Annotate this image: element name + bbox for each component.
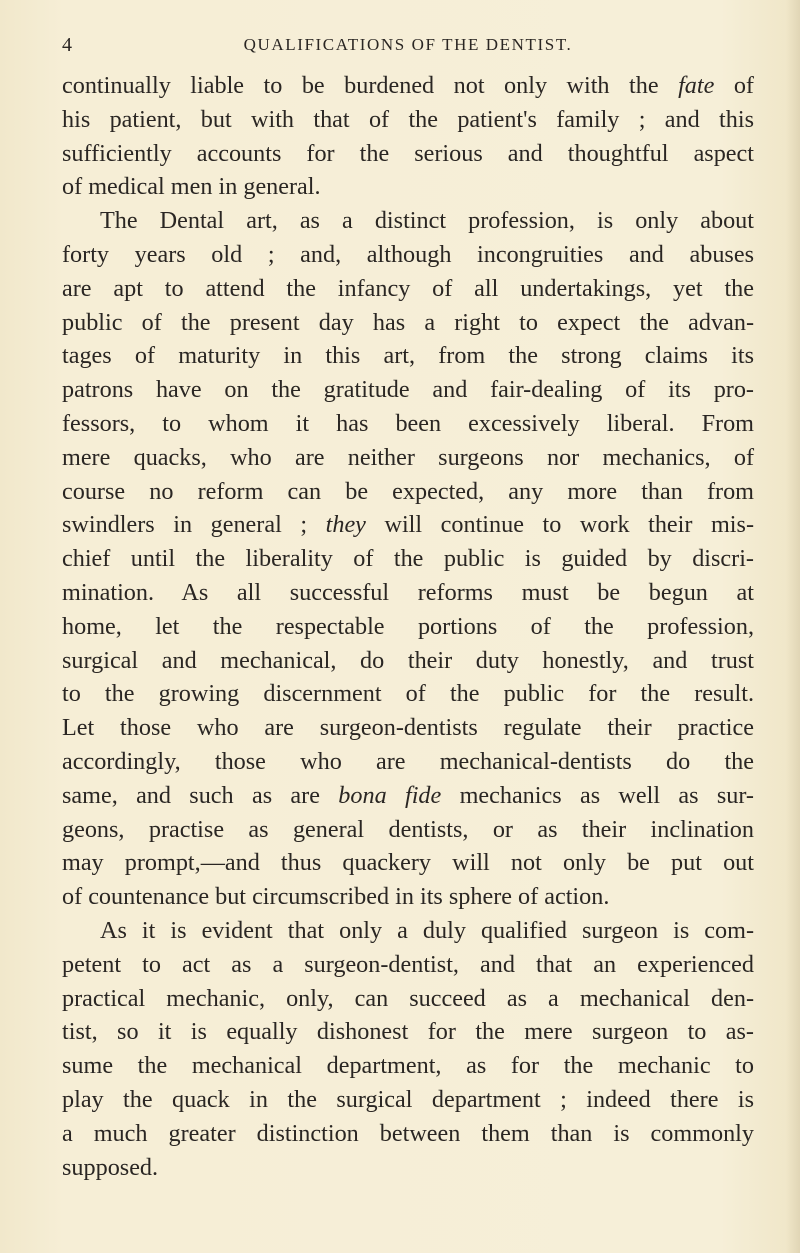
text-segment: of countenance but circumscribed in its sphere of action. — [62, 883, 610, 911]
text-line — [62, 373, 754, 407]
text-line — [62, 407, 754, 441]
text-line — [62, 272, 754, 306]
text-line — [62, 846, 754, 880]
text-segment: Let those who are surgeon-dentists regulate their practice — [62, 714, 754, 742]
text-line — [62, 948, 754, 982]
page-number: 4 — [62, 34, 72, 56]
text-line — [62, 880, 754, 914]
text-segment: surgical and mechanical, do their duty honestly, and trust — [62, 646, 754, 674]
text-line — [62, 1151, 754, 1185]
page-edge-shadow — [786, 0, 800, 1253]
text-segment: accordingly, those who are mechanical-dentists do the — [62, 747, 754, 775]
text-line — [62, 441, 754, 475]
text-segment: sufficiently accounts for the serious and thoughtful aspect — [62, 139, 754, 167]
text-segment: geons, practise as general dentists, or as their inclination — [62, 815, 754, 843]
text-segment: supposed. — [62, 1153, 159, 1181]
text-segment: course no reform can be expected, any more than from — [62, 477, 754, 505]
text-segment: his patient, but with that of the patient's family ; and this — [62, 105, 754, 133]
text-line — [62, 170, 754, 204]
text-line — [62, 475, 754, 509]
text-line — [62, 1117, 754, 1151]
text-segment: practical mechanic, only, can succeed as a mechanical den- — [62, 984, 754, 1012]
text-segment: continually liable to be burdened not only with the — [62, 72, 679, 99]
text-line — [62, 576, 754, 610]
text-line — [62, 137, 754, 171]
italic-word: fate — [678, 72, 715, 99]
text-segment: play the quack in the surgical department ; indeed there is — [62, 1085, 754, 1113]
text-segment: a much greater distinction between them than is commonly — [62, 1119, 754, 1147]
text-line — [62, 677, 754, 711]
text-segment: As it is evident that only a duly qualified surgeon is com- — [100, 916, 754, 944]
italic-word: they — [325, 511, 366, 539]
text-segment: sume the mechanical department, as for the mechanic to — [62, 1052, 754, 1080]
text-line — [62, 644, 754, 678]
text-line — [62, 103, 754, 137]
text-segment: of medical men in general. — [62, 173, 321, 201]
text-segment: mere quacks, who are neither surgeons nor mechanics, of — [62, 443, 754, 471]
text-segment: chief until the liberality of the public is guided by discri- — [62, 545, 754, 573]
running-head: QUALIFICATIONS OF THE DENTIST. — [243, 35, 573, 54]
text-segment: tist, so it is equally dishonest for the mere surgeon to as- — [62, 1018, 754, 1046]
text-line — [62, 711, 754, 745]
text-segment: swindlers in general ; — [62, 511, 326, 539]
text-segment: are apt to attend the infancy of all undertakings, yet the — [62, 274, 754, 302]
text-line — [62, 69, 754, 103]
text-segment: may prompt,—and thus quackery will not only be put out — [62, 849, 754, 877]
text-line — [62, 339, 754, 373]
text-line — [62, 1015, 754, 1049]
text-segment: petent to act as a surgeon-dentist, and that an experienced — [62, 950, 754, 978]
text-line — [62, 982, 754, 1016]
text-segment: mination. As all successful reforms must be begun at — [62, 578, 754, 606]
text-segment: public of the present day has a right to expect the advan- — [62, 308, 754, 336]
text-segment: forty years old ; and, although incongruities and abuses — [62, 240, 754, 268]
text-segment: patrons have on the gratitude and fair-dealing of its pro- — [62, 376, 754, 404]
text-line — [62, 779, 754, 813]
body-text — [62, 69, 754, 1184]
text-segment: tages of maturity in this art, from the strong claims its — [62, 342, 754, 370]
text-line — [62, 745, 754, 779]
text-line — [62, 204, 754, 238]
text-line — [62, 542, 754, 576]
text-segment: home, let the respectable portions of the profession, — [62, 612, 754, 640]
text-segment: mechanics as well as sur- — [441, 781, 754, 809]
text-line — [62, 1049, 754, 1083]
text-segment: of — [714, 72, 754, 99]
text-segment: will continue to work their mis- — [365, 511, 754, 539]
italic-word: bona fide — [338, 781, 442, 809]
text-line — [62, 813, 754, 847]
page-header — [62, 30, 754, 60]
text-line — [62, 306, 754, 340]
text-segment: The Dental art, as a distinct profession, is only about — [100, 207, 754, 235]
text-line — [62, 1083, 754, 1117]
text-segment: to the growing discernment of the public for the result. — [62, 680, 754, 708]
text-line — [62, 508, 754, 542]
text-line — [62, 610, 754, 644]
text-segment: fessors, to whom it has been excessively liberal. From — [62, 409, 754, 437]
text-line — [62, 914, 754, 948]
text-line — [62, 238, 754, 272]
text-segment: same, and such as are — [62, 781, 339, 809]
